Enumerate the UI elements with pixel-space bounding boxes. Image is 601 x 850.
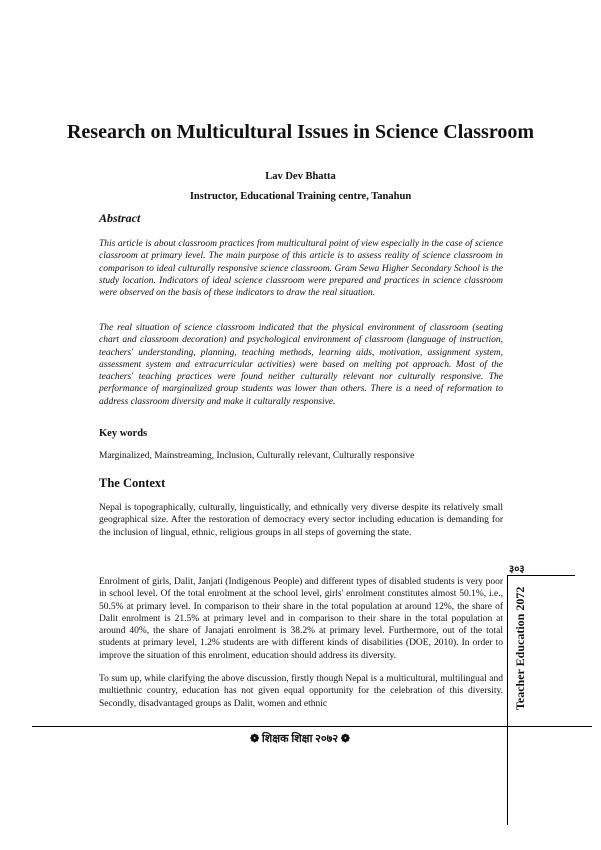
body-paragraph: Nepal is topographically, culturally, linguistically, and ethnically very diverse despite its relatively small geographical size. After the restoration of democracy every sector including education is demanding for the inclusion of lingual, ethnic, religious groups in all steps of governing the state. <box>99 503 503 538</box>
footer-rule <box>32 726 592 727</box>
abstract-paragraph: This article is about classroom practices from multicultural point of view especially in the case of science classroom at primary level. The main purpose of this article is to assess reality of science classroom in comparison to ideal culturally responsive science classroom. Gram Sewa Higher Secondary School is the study location. Indicators of ideal science classroom were prepared and practices in science classroom were observed on the basis of these indicators to draw the real situation. <box>99 239 503 299</box>
body-paragraph: Enrolment of girls, Dalit, Janjati (Indigenous People) and different types of disabled students is very poor in school level. Of the total enrolment at the school level, girls' enrolment constitutes almost 50.1%, i.e., 50.5% at primary level. In comparison to their share in the total population at around 12%, the share of Dalit enrolment is 21.5% at primary level and in comparison to their share in the total population at around 40%, the share of Janajati enrolment is 38.2% at primary level. Furthermore, out of the total students at primary level, 1.2% students are with different kinds of disabilities (DOE, 2010). In order to improve the situation of this enrolment, education should address its diversity. <box>99 577 503 661</box>
keywords-text: Marginalized, Mainstreaming, Inclusion, Culturally relevant, Culturally responsive <box>99 451 415 461</box>
journal-footer: ❁ शिक्षक शिक्षा २०७२ ❁ <box>249 733 351 745</box>
abstract-paragraph: The real situation of science classroom indicated that the physical environment of classroom (seating chart and classroom decoration) and psychological environment of classroom (language of instruction, teachers' understanding, planning, teaching methods, learning aids, motivation, assignment system, assessment system and extracurricular activities) were based on melting pot approach. Most of the teachers' teaching practices were found neither culturally relevant nor culturally responsive. The performance of marginalized group students was lower than others. There is a need of reformation to address classroom diversity and make it culturally responsive. <box>99 323 503 407</box>
keywords-heading: Key words <box>99 428 148 439</box>
page-number-rule <box>507 575 575 576</box>
section-heading-context: The Context <box>99 476 166 490</box>
article-title: Research on Multicultural Issues in Science Classroom <box>66 121 535 143</box>
journal-side-label: Teacher Education 2072 <box>513 586 527 710</box>
page-number: ३०३ <box>509 564 525 575</box>
author-affiliation: Instructor, Educational Training centre, Tanahun <box>189 191 412 202</box>
margin-rule <box>507 575 508 825</box>
body-paragraph: To sum up, while clarifying the above discussion, firstly though Nepal is a multicultural, multilingual and multiethnic country, education has not given equal opportunity for the celebration of this diversity. Secondly, disadvantaged groups as Dalit, women and ethnic <box>99 674 503 709</box>
author-name: Lav Dev Bhatta <box>265 171 336 182</box>
abstract-heading: Abstract <box>99 211 141 225</box>
